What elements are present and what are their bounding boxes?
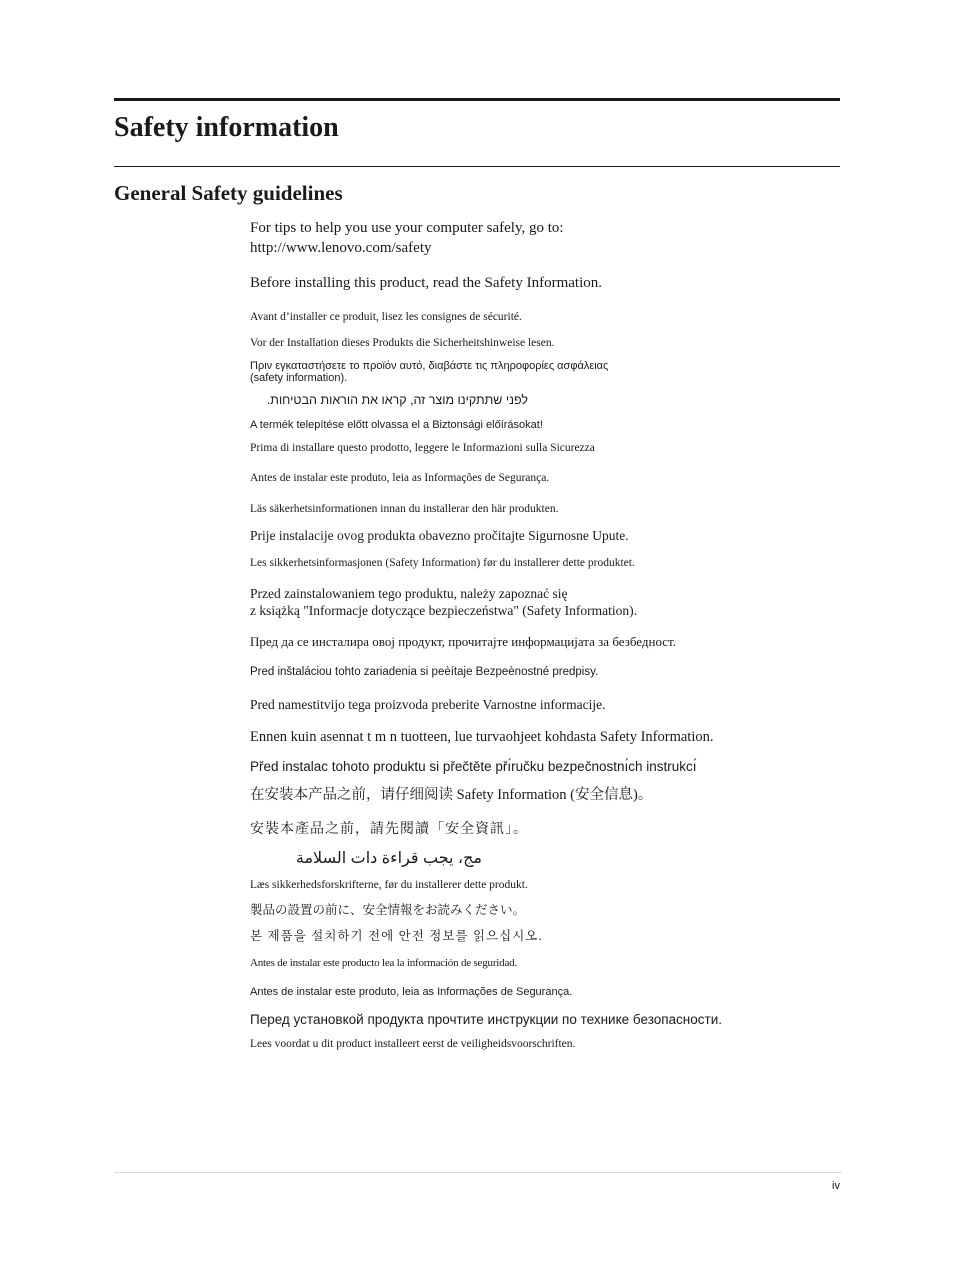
- tips-text: For tips to help you use your computer safely, go to:: [250, 220, 564, 236]
- notice-slovenian: Pred namestitvijo tega proizvoda preberite Varnostne informacije.: [250, 697, 606, 712]
- notice-danish: Læs sikkerhedsforskrifterne, før du installerer dette produkt.: [250, 879, 528, 891]
- notice-polish-line2: z książką "Informacje dotyczące bezpieczeństwa" (Safety Information).: [250, 603, 637, 618]
- notice-dutch: Lees voordat u dit product installeert eerst de veiligheidsvoorschriften.: [250, 1038, 576, 1050]
- page-number: iv: [832, 1180, 840, 1192]
- notice-korean: 본 제품을 설치하기 전에 안전 정보를 읽으십시오.: [250, 929, 543, 943]
- notice-arabic: مج، يجب قراءة دات السلامة: [295, 850, 482, 867]
- notice-hungarian: A termék telepítése előtt olvassa el a Biztonsági előírásokat!: [250, 419, 543, 431]
- notice-czech: Před instalac tohoto produktu si přečtěte přı́ručku bezpečnostnı́ch instrukcı́: [250, 759, 697, 774]
- notice-finnish: Ennen kuin asennat t m n tuotteen, lue turvaohjeet kohdasta Safety Information.: [250, 729, 714, 745]
- safety-url-link[interactable]: http://www.lenovo.com/safety: [250, 240, 432, 256]
- top-rule: [114, 98, 840, 101]
- notice-italian: Prima di installare questo prodotto, leggere le Informazioni sulla Sicurezza: [250, 442, 595, 454]
- section-title: General Safety guidelines: [114, 181, 343, 205]
- notice-croatian: Prije instalacije ovog produkta obavezno pročitajte Sigurnosne Upute.: [250, 528, 629, 543]
- notice-chinese-simplified: 在安装本产品之前，请仔细阅读 Safety Information (安全信息)。: [250, 787, 653, 803]
- notice-hebrew: לפני שתתקינו מוצר זה, קראו את הוראות הבטיחות.: [266, 393, 528, 407]
- notice-greek-line1: Πριν εγκαταστήσετε το προϊόν αυτό, διαβάστε τις πληροφορίες ασφάλειας: [250, 360, 609, 372]
- read-notice: Before installing this product, read the Safety Information.: [250, 275, 602, 291]
- footer-rule: [114, 1172, 842, 1173]
- notice-spanish: Antes de instalar este producto lea la información de seguridad.: [250, 957, 517, 969]
- notice-norwegian: Les sikkerhetsinformasjonen (Safety Information) før du installerer dette produktet.: [250, 557, 635, 569]
- notice-german: Vor der Installation dieses Produkts die Sicherheitshinweise lesen.: [250, 337, 555, 349]
- notice-macedonian: Пред да се инсталира овој продукт, прочитајте информацијата за безбедност.: [250, 634, 676, 649]
- notice-chinese-traditional: 安裝本產品之前，請先閱讀「安全資訊」。: [250, 822, 528, 837]
- notice-japanese: 製品の設置の前に、安全情報をお読みください。: [250, 903, 526, 917]
- notice-polish-line1: Przed zainstalowaniem tego produktu, należy zapoznać się: [250, 586, 568, 601]
- notice-russian: Перед установкой продукта прочтите инструкции по технике безопасности.: [250, 1012, 722, 1027]
- notice-portuguese: Antes de instalar este produto, leia as Informações de Segurança.: [250, 472, 550, 484]
- notice-slovak: Pred inštaláciou tohto zariadenia si peèítaje Bezpeènostné predpisy.: [250, 666, 599, 678]
- page-title: Safety information: [114, 112, 339, 143]
- notice-french: Avant d’installer ce produit, lisez les consignes de sécurité.: [250, 311, 522, 323]
- notice-greek-line2: (safety information).: [250, 372, 348, 384]
- notice-swedish: Läs säkerhetsinformationen innan du installerar den här produkten.: [250, 503, 559, 515]
- notice-portuguese-brazil: Antes de instalar este produto, leia as Informações de Segurança.: [250, 986, 573, 998]
- section-rule: [114, 166, 840, 167]
